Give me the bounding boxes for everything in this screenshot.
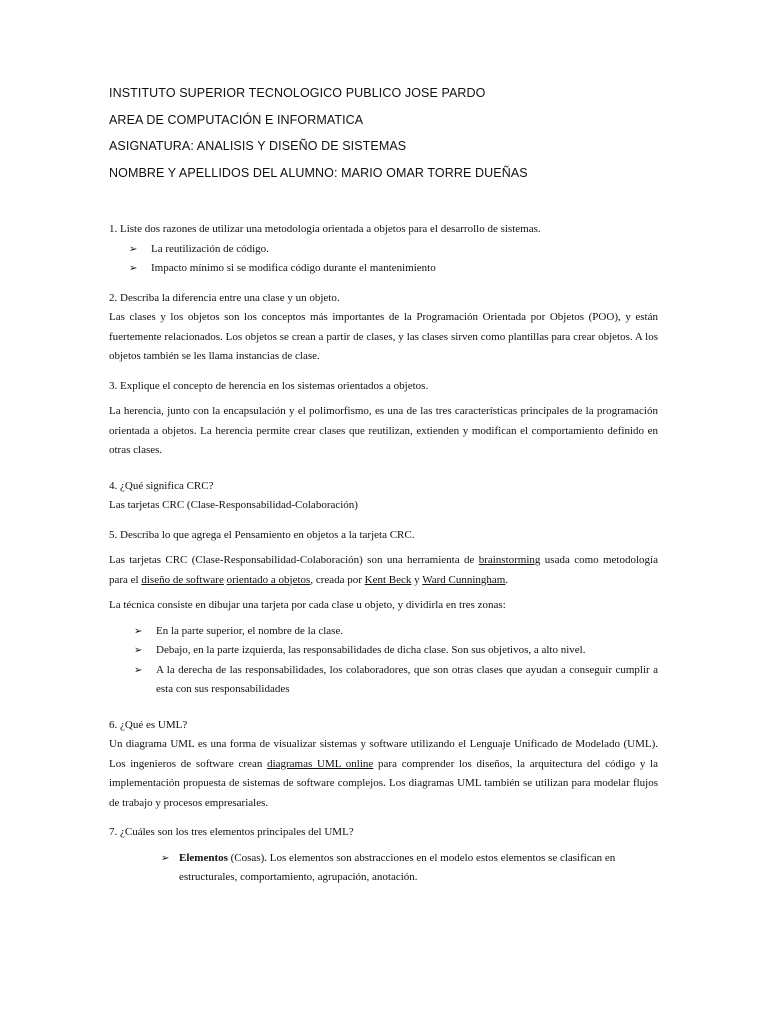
arrow-bullet-icon: ➢ <box>134 625 143 637</box>
student-name: NOMBRE Y APELLIDOS DEL ALUMNO: MARIO OMAR TORRE DUEÑAS <box>109 165 528 180</box>
list-item: ➢ La reutilización de código. <box>109 240 658 260</box>
list-item: ➢ Debajo, en la parte izquierda, las responsabilidades de dicha clase. Son sus objetivos, a alto nivel. <box>109 641 658 661</box>
link-software-design[interactable]: diseño de software <box>141 573 224 586</box>
question-2: 2. Describa la diferencia entre una clase y un objeto. <box>109 291 340 304</box>
arrow-bullet-icon: ➢ <box>161 852 170 864</box>
answer-5: Las tarjetas CRC (Clase-Responsabilidad-Colaboración) son una herramienta de brainstorming usada como metodología para el diseño de software orientado a objetos, creada por Kent Beck y Ward Cunningham. <box>109 554 658 586</box>
question-3: 3. Explique el concepto de herencia en los sistemas orientados a objetos. <box>109 379 429 392</box>
answer-6: Un diagrama UML es una forma de visualizar sistemas y software utilizando el Lenguaje Unificado de Modelado (UML). Los ingenieros de software crean diagramas UML online para comprender los diseños, la arquitectura del código y la implementación propuesta de sistemas de software complejos. Los diagramas UML también se utilizan para modelar flujos de trabajo y procesos empresariales. <box>109 738 658 809</box>
question-5: 5. Describa lo que agrega el Pensamiento en objetos a la tarjeta CRC. <box>109 528 415 541</box>
document-body <box>109 220 658 888</box>
list-item: ➢ En la parte superior, el nombre de la clase. <box>109 622 658 642</box>
answer-3: La herencia, junto con la encapsulación y el polimorfismo, es una de las tres características principales de la programación orientada a objetos. La herencia permite crear clases que reutilizan, extienden y modifican el comportamiento definido en otras clases. <box>109 405 658 456</box>
list-item: ➢ Elementos (Cosas). Los elementos son abstracciones en el modelo estos elementos se clasifican en estructurales, comportamiento, agrupación, anotación. <box>109 849 658 888</box>
link-object-oriented[interactable]: orientado a objetos <box>226 573 311 586</box>
link-ward-cunningham[interactable]: Ward Cunningham <box>422 573 506 586</box>
arrow-bullet-icon: ➢ <box>134 645 143 656</box>
technique-text: La técnica consiste en dibujar una tarjeta por cada clase u objeto, y dividirla en tres zonas: <box>109 599 506 611</box>
question-4: 4. ¿Qué significa CRC? <box>109 479 214 492</box>
link-uml-diagrams[interactable]: diagramas UML online <box>267 757 374 770</box>
arrow-bullet-icon: ➢ <box>129 263 138 274</box>
question-1: 1. Liste dos razones de utilizar una metodología orientada a objetos para el desarrollo de sistemas. <box>109 223 541 235</box>
question-6: 6. ¿Qué es UML? <box>109 718 188 731</box>
answer-4: Las tarjetas CRC (Clase-Responsabilidad-Colaboración) <box>109 499 358 511</box>
answer-2: Las clases y los objetos son los conceptos más importantes de la Programación Orientada por Objetos (POO), y están fuertemente relacionados. Los objetos se crean a partir de clases, y las clases sirven como plantillas para crear objetos. A los objetos también se les llama instancias de clase. <box>109 311 658 362</box>
list-item: ➢ Impacto mínimo si se modifica código durante el mantenimiento <box>109 259 658 279</box>
document-header <box>109 86 528 192</box>
link-kent-beck[interactable]: Kent Beck <box>364 573 412 586</box>
question-7: 7. ¿Cuáles son los tres elementos principales del UML? <box>109 826 354 838</box>
arrow-bullet-icon: ➢ <box>134 664 143 676</box>
link-brainstorming[interactable]: brainstorming <box>478 554 541 566</box>
list-item: ➢ A la derecha de las responsabilidades, los colaboradores, que son otras clases que ayudan a conseguir cumplir a esta con sus responsabilidades <box>109 661 658 700</box>
institute-name: INSTITUTO SUPERIOR TECNOLOGICO PUBLICO JOSE PARDO <box>109 86 486 100</box>
arrow-bullet-icon: ➢ <box>129 243 138 255</box>
area-name: AREA DE COMPUTACIÓN E INFORMATICA <box>109 112 364 127</box>
course-name: ASIGNATURA: ANALISIS Y DISEÑO DE SISTEMAS <box>109 139 407 154</box>
